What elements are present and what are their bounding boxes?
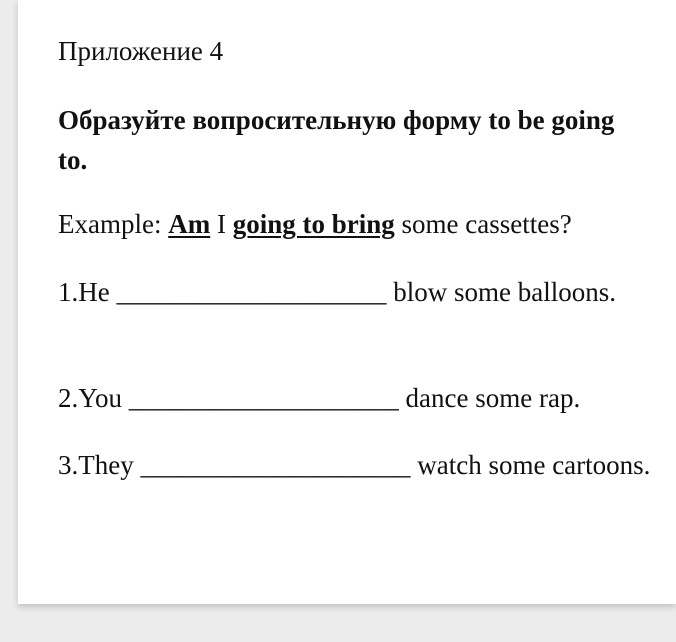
exercise-item-2	[58, 379, 658, 417]
example-word-i: I	[210, 209, 233, 239]
item-number: 2.You	[58, 383, 123, 413]
item-number: 1.He	[58, 277, 110, 307]
example-prefix: Example:	[58, 209, 169, 239]
document-page	[18, 0, 676, 604]
exercise-item-3	[58, 446, 658, 484]
exercise-instruction: Образуйте вопросительную форму to be going to.	[58, 105, 615, 175]
example-phrase-going-to-bring: going to bring	[232, 209, 395, 239]
item-number: 3.They	[58, 450, 134, 480]
answer-blank: ____________________	[128, 383, 399, 413]
answer-blank: ____________________	[116, 277, 387, 307]
exercise-item-1	[58, 273, 658, 311]
example-sentence	[58, 206, 572, 242]
item-rest: watch some cartoons.	[417, 450, 651, 480]
answer-blank: ____________________	[140, 450, 411, 480]
appendix-label: Приложение 4	[58, 36, 224, 66]
item-rest: blow some balloons.	[393, 277, 616, 307]
item-rest: dance some rap.	[405, 383, 581, 413]
example-suffix: some cassettes?	[394, 209, 572, 239]
example-word-am: Am	[168, 209, 211, 239]
